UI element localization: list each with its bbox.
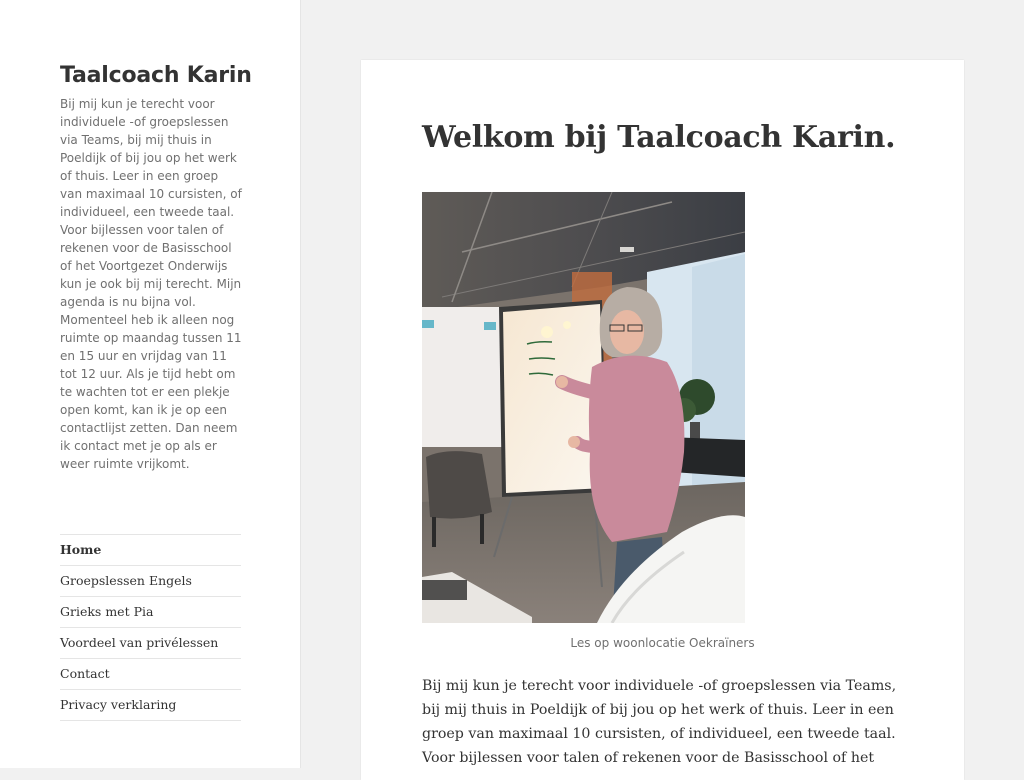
nav-item-voordeel-van-privelessen[interactable]: Voordeel van privélessen bbox=[60, 628, 241, 659]
nav-item-grieks-met-pia[interactable]: Grieks met Pia bbox=[60, 597, 241, 628]
nav-item-home[interactable]: Home bbox=[60, 535, 241, 566]
site-description: Bij mij kun je terecht voor individuele -of groepslessen via Teams, bij mij thuis in Poeldijk of bij jou op het werk of thuis. Leer in een groep van maximaal 10 cursisten, of individueel, een tweede taal. Voor bijlessen voor talen of rekenen voor de Basisschool of het Voortgezet Onderwijs kun je ook bij mij terecht. Mijn agenda is nu bijna vol. Momenteel heb ik alleen nog ruimte op maandag tussen 11 en 15 uur en vrijdag van 11 tot 12 uur. Als je tijd hebt om te wachten tot er een plekje open komt, kan ik je op een contactlijst zetten. Dan neem ik contact met je op als er weer ruimte vrijkomt. bbox=[60, 97, 242, 471]
nav-item-privacy-verklaring[interactable]: Privacy verklaring bbox=[60, 690, 241, 721]
post-photo bbox=[422, 192, 745, 623]
post-title: Welkom bij Taalcoach Karin. bbox=[422, 120, 896, 155]
main-navigation bbox=[60, 534, 241, 721]
nav-item-groepslessen-engels[interactable]: Groepslessen Engels bbox=[60, 566, 241, 597]
post-body-text: Bij mij kun je terecht voor individuele -of groepslessen via Teams, bij mij thuis in Poeldijk of bij jou op het werk of thuis. Leer in een groep van maximaal 10 cursisten, of individueel, een tweede taal. Voor bijlessen voor talen of rekenen voor de Basisschool of het bbox=[422, 678, 897, 766]
site-title[interactable]: Taalcoach Karin bbox=[60, 63, 252, 88]
photo-caption: Les op woonlocatie Oekraïners bbox=[570, 636, 755, 650]
post-card bbox=[361, 60, 964, 780]
nav-item-contact[interactable]: Contact bbox=[60, 659, 241, 690]
sidebar bbox=[0, 0, 301, 768]
